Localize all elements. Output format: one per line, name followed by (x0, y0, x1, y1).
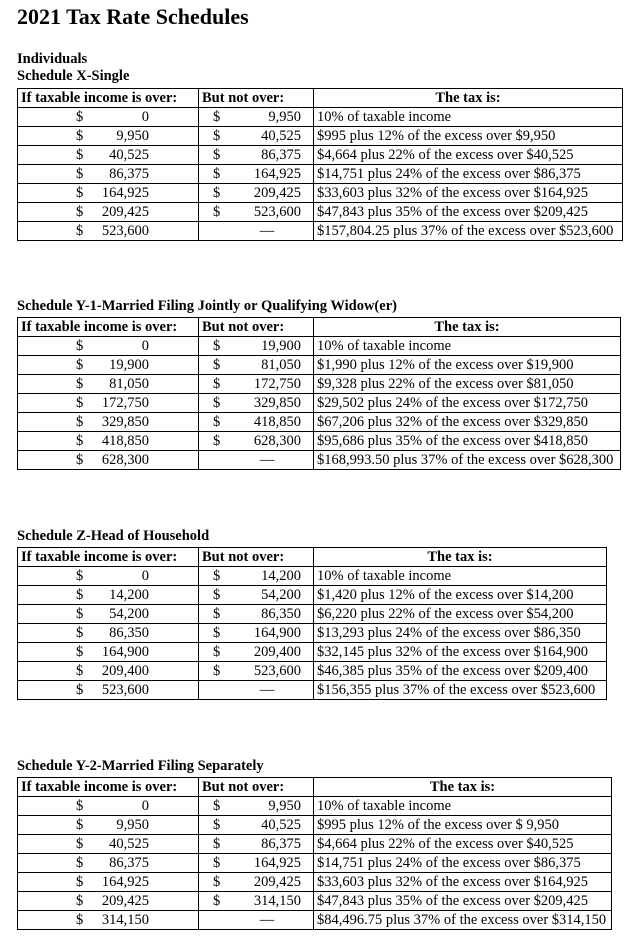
dollar-sign: $ (76, 223, 84, 239)
not-over-value: 40,525 (261, 817, 301, 833)
dollar-sign: $ (76, 644, 84, 660)
dollar-sign: $ (213, 109, 221, 125)
over-value: 14,200 (109, 587, 149, 603)
table-row (18, 605, 607, 624)
dollar-sign: $ (213, 817, 221, 833)
not-over-value: 314,150 (253, 893, 301, 909)
table-row (18, 586, 607, 605)
table-row (18, 184, 623, 203)
dollar-sign: $ (213, 414, 221, 430)
over-value: 209,400 (101, 663, 149, 679)
tax-cell: $6,220 plus 22% of the excess over $54,200 (314, 605, 607, 624)
dollar-sign: $ (76, 338, 84, 354)
over-cell (18, 356, 199, 375)
header-row (18, 548, 607, 567)
dollar-sign: $ (76, 395, 84, 411)
tax-cell: $156,355 plus 37% of the excess over $523,600 (314, 681, 607, 700)
over-value: 164,900 (101, 644, 149, 660)
tax-cell: $14,751 plus 24% of the excess over $86,375 (314, 854, 612, 873)
over-value: 209,425 (101, 893, 149, 909)
dollar-sign: $ (213, 147, 221, 163)
dollar-sign: $ (213, 625, 221, 641)
over-value: 523,600 (101, 223, 149, 239)
tax-cell: $168,993.50 plus 37% of the excess over $628,300 (314, 451, 621, 470)
not-over-value: 86,350 (261, 606, 301, 622)
over-value: 0 (141, 338, 149, 354)
over-value: 164,925 (101, 185, 149, 201)
not-over-cell (199, 337, 314, 356)
over-cell (18, 662, 199, 681)
table-row (18, 567, 607, 586)
over-cell (18, 643, 199, 662)
not-over-value: — (259, 223, 275, 239)
over-cell (18, 146, 199, 165)
not-over-cell (199, 222, 314, 241)
dollar-sign: $ (213, 433, 221, 449)
not-over-cell (199, 662, 314, 681)
over-cell (18, 165, 199, 184)
over-value: 209,425 (101, 204, 149, 220)
table-row (18, 816, 612, 835)
header-not-over: But not over: (199, 548, 314, 567)
tax-cell: $157,804.25 plus 37% of the excess over $523,600 (314, 222, 623, 241)
over-value: 54,200 (109, 606, 149, 622)
tax-cell: $32,145 plus 32% of the excess over $164,900 (314, 643, 607, 662)
dollar-sign: $ (76, 682, 84, 698)
not-over-cell (199, 624, 314, 643)
dollar-sign: $ (213, 798, 221, 814)
over-cell (18, 816, 199, 835)
not-over-value: 81,050 (261, 357, 301, 373)
not-over-value: 9,950 (268, 798, 301, 814)
over-cell (18, 203, 199, 222)
table-row (18, 375, 621, 394)
over-cell (18, 835, 199, 854)
over-value: 172,750 (101, 395, 149, 411)
tax-cell: $46,385 plus 35% of the excess over $209,400 (314, 662, 607, 681)
over-cell (18, 375, 199, 394)
over-value: 0 (141, 109, 149, 125)
header-not-over: But not over: (199, 318, 314, 337)
tax-cell: $995 plus 12% of the excess over $ 9,950 (314, 816, 612, 835)
not-over-value: 40,525 (261, 128, 301, 144)
not-over-cell (199, 681, 314, 700)
not-over-cell (199, 184, 314, 203)
table-row (18, 624, 607, 643)
tax-cell: $47,843 plus 35% of the excess over $209,425 (314, 892, 612, 911)
not-over-value: 172,750 (253, 376, 301, 392)
over-value: 523,600 (101, 682, 149, 698)
not-over-value: — (259, 452, 275, 468)
table-row (18, 451, 621, 470)
over-cell (18, 108, 199, 127)
tax-cell: 10% of taxable income (314, 108, 623, 127)
dollar-sign: $ (213, 855, 221, 871)
dollar-sign: $ (76, 855, 84, 871)
tax-cell: 10% of taxable income (314, 337, 621, 356)
not-over-value: 329,850 (253, 395, 301, 411)
dollar-sign: $ (213, 395, 221, 411)
dollar-sign: $ (76, 625, 84, 641)
tax-cell: 10% of taxable income (314, 567, 607, 586)
tax-cell: $47,843 plus 35% of the excess over $209,425 (314, 203, 623, 222)
dollar-sign: $ (213, 893, 221, 909)
not-over-value: 14,200 (261, 568, 301, 584)
over-value: 40,525 (109, 836, 149, 852)
not-over-cell (199, 203, 314, 222)
not-over-cell (199, 108, 314, 127)
dollar-sign: $ (76, 912, 84, 928)
not-over-value: 164,925 (253, 166, 301, 182)
over-cell (18, 337, 199, 356)
schedule-x-table (17, 88, 623, 241)
table-row (18, 108, 623, 127)
dollar-sign: $ (213, 376, 221, 392)
table-row (18, 165, 623, 184)
not-over-cell (199, 911, 314, 930)
schedule-z-heading (17, 528, 209, 545)
over-cell (18, 127, 199, 146)
over-cell (18, 892, 199, 911)
not-over-value: 209,425 (253, 185, 301, 201)
over-value: 81,050 (109, 376, 149, 392)
dollar-sign: $ (213, 587, 221, 603)
over-value: 314,150 (101, 912, 149, 928)
dollar-sign: $ (76, 204, 84, 220)
table-row (18, 681, 607, 700)
over-value: 40,525 (109, 147, 149, 163)
schedule-y1-heading (17, 298, 397, 315)
dollar-sign: $ (213, 166, 221, 182)
table-row (18, 413, 621, 432)
table-row (18, 222, 623, 241)
tax-cell: 10% of taxable income (314, 797, 612, 816)
tax-cell: $9,328 plus 22% of the excess over $81,050 (314, 375, 621, 394)
not-over-value: 523,600 (253, 204, 301, 220)
schedule-title: Schedule Y-2-Married Filing Separately (17, 758, 264, 774)
not-over-cell (199, 835, 314, 854)
dollar-sign: $ (76, 587, 84, 603)
header-tax: The tax is: (314, 548, 607, 567)
schedule-z-table (17, 547, 607, 700)
not-over-cell (199, 567, 314, 586)
table-row (18, 835, 612, 854)
header-tax: The tax is: (314, 778, 612, 797)
dollar-sign: $ (76, 893, 84, 909)
over-cell (18, 184, 199, 203)
over-value: 418,850 (101, 433, 149, 449)
dollar-sign: $ (76, 433, 84, 449)
not-over-value: 86,375 (261, 836, 301, 852)
dollar-sign: $ (213, 836, 221, 852)
dollar-sign: $ (76, 798, 84, 814)
dollar-sign: $ (76, 147, 84, 163)
dollar-sign: $ (213, 644, 221, 660)
schedule-y1-table (17, 317, 621, 470)
schedule-title: Schedule Z-Head of Household (17, 528, 210, 544)
not-over-cell (199, 432, 314, 451)
tax-cell: $33,603 plus 32% of the excess over $164,925 (314, 184, 623, 203)
dollar-sign: $ (213, 606, 221, 622)
not-over-value: 628,300 (253, 433, 301, 449)
tax-cell: $995 plus 12% of the excess over $9,950 (314, 127, 623, 146)
not-over-value: — (259, 912, 275, 928)
table-row (18, 873, 612, 892)
tax-cell: $14,751 plus 24% of the excess over $86,375 (314, 165, 623, 184)
dollar-sign: $ (213, 357, 221, 373)
dollar-sign: $ (76, 357, 84, 373)
header-not-over: But not over: (199, 89, 314, 108)
dollar-sign: $ (76, 817, 84, 833)
header-row (18, 778, 612, 797)
table-row (18, 127, 623, 146)
over-cell (18, 797, 199, 816)
dollar-sign: $ (76, 414, 84, 430)
dollar-sign: $ (76, 166, 84, 182)
over-cell (18, 911, 199, 930)
not-over-value: 209,425 (253, 874, 301, 890)
table-row (18, 203, 623, 222)
table-row (18, 394, 621, 413)
over-cell (18, 394, 199, 413)
over-cell (18, 681, 199, 700)
table-row (18, 892, 612, 911)
dollar-sign: $ (76, 185, 84, 201)
header-over: If taxable income is over: (18, 548, 199, 567)
dollar-sign: $ (76, 376, 84, 392)
dollar-sign: $ (76, 109, 84, 125)
not-over-cell (199, 451, 314, 470)
not-over-cell (199, 816, 314, 835)
header-not-over: But not over: (199, 778, 314, 797)
dollar-sign: $ (213, 874, 221, 890)
header-row (18, 318, 621, 337)
table-row (18, 797, 612, 816)
over-value: 9,950 (116, 128, 149, 144)
not-over-cell (199, 356, 314, 375)
table-row (18, 643, 607, 662)
dollar-sign: $ (76, 663, 84, 679)
table-row (18, 337, 621, 356)
tax-cell: $67,206 plus 32% of the excess over $329,850 (314, 413, 621, 432)
dollar-sign: $ (76, 874, 84, 890)
tax-cell: $1,420 plus 12% of the excess over $14,200 (314, 586, 607, 605)
header-tax: The tax is: (314, 318, 621, 337)
dollar-sign: $ (213, 663, 221, 679)
not-over-cell (199, 892, 314, 911)
not-over-value: 86,375 (261, 147, 301, 163)
not-over-value: 19,900 (261, 338, 301, 354)
header-over: If taxable income is over: (18, 778, 199, 797)
document-title: 2021 Tax Rate Schedules (17, 4, 249, 29)
table-row (18, 662, 607, 681)
not-over-value: 418,850 (253, 414, 301, 430)
not-over-cell (199, 165, 314, 184)
schedule-y2-heading (17, 758, 264, 775)
over-cell (18, 586, 199, 605)
dollar-sign: $ (213, 338, 221, 354)
header-tax: The tax is: (314, 89, 623, 108)
over-value: 0 (141, 798, 149, 814)
over-value: 86,350 (109, 625, 149, 641)
over-cell (18, 605, 199, 624)
not-over-cell (199, 605, 314, 624)
dollar-sign: $ (213, 568, 221, 584)
over-cell (18, 567, 199, 586)
over-cell (18, 432, 199, 451)
dollar-sign: $ (76, 606, 84, 622)
over-cell (18, 854, 199, 873)
not-over-value: 164,900 (253, 625, 301, 641)
over-value: 0 (141, 568, 149, 584)
not-over-cell (199, 413, 314, 432)
header-row (18, 89, 623, 108)
header-over: If taxable income is over: (18, 318, 199, 337)
not-over-value: 9,950 (268, 109, 301, 125)
dollar-sign: $ (76, 836, 84, 852)
table-row (18, 146, 623, 165)
over-value: 86,375 (109, 855, 149, 871)
schedule-title: Schedule X-Single (17, 68, 130, 84)
table-row (18, 911, 612, 930)
dollar-sign: $ (213, 128, 221, 144)
tax-cell: $4,664 plus 22% of the excess over $40,525 (314, 835, 612, 854)
not-over-cell (199, 586, 314, 605)
not-over-value: 54,200 (261, 587, 301, 603)
over-cell (18, 624, 199, 643)
table-row (18, 854, 612, 873)
table-row (18, 432, 621, 451)
schedule-x-heading (17, 51, 129, 85)
tax-cell: $33,603 plus 32% of the excess over $164,925 (314, 873, 612, 892)
not-over-cell (199, 854, 314, 873)
not-over-cell (199, 394, 314, 413)
header-over: If taxable income is over: (18, 89, 199, 108)
not-over-cell (199, 797, 314, 816)
dollar-sign: $ (213, 204, 221, 220)
over-value: 86,375 (109, 166, 149, 182)
over-cell (18, 413, 199, 432)
over-cell (18, 451, 199, 470)
tax-cell: $95,686 plus 35% of the excess over $418,850 (314, 432, 621, 451)
dollar-sign: $ (76, 452, 84, 468)
dollar-sign: $ (76, 128, 84, 144)
over-value: 329,850 (101, 414, 149, 430)
tax-cell: $1,990 plus 12% of the excess over $19,900 (314, 356, 621, 375)
tax-cell: $29,502 plus 24% of the excess over $172,750 (314, 394, 621, 413)
not-over-value: 164,925 (253, 855, 301, 871)
not-over-value: 523,600 (253, 663, 301, 679)
table-row (18, 356, 621, 375)
over-value: 164,925 (101, 874, 149, 890)
over-value: 628,300 (101, 452, 149, 468)
over-cell (18, 873, 199, 892)
not-over-cell (199, 375, 314, 394)
dollar-sign: $ (213, 185, 221, 201)
not-over-value: 209,400 (253, 644, 301, 660)
schedule-title: Schedule Y-1-Married Filing Jointly or Qualifying Widow(er) (17, 298, 397, 314)
over-value: 9,950 (116, 817, 149, 833)
schedule-y2-table (17, 777, 612, 930)
tax-cell: $4,664 plus 22% of the excess over $40,525 (314, 146, 623, 165)
tax-cell: $13,293 plus 24% of the excess over $86,350 (314, 624, 607, 643)
not-over-cell (199, 146, 314, 165)
not-over-value: — (259, 682, 275, 698)
not-over-cell (199, 643, 314, 662)
not-over-cell (199, 127, 314, 146)
over-cell (18, 222, 199, 241)
over-value: 19,900 (109, 357, 149, 373)
dollar-sign: $ (76, 568, 84, 584)
tax-cell: $84,496.75 plus 37% of the excess over $314,150 (314, 911, 612, 930)
not-over-cell (199, 873, 314, 892)
group-label-individuals: Individuals (17, 51, 88, 67)
